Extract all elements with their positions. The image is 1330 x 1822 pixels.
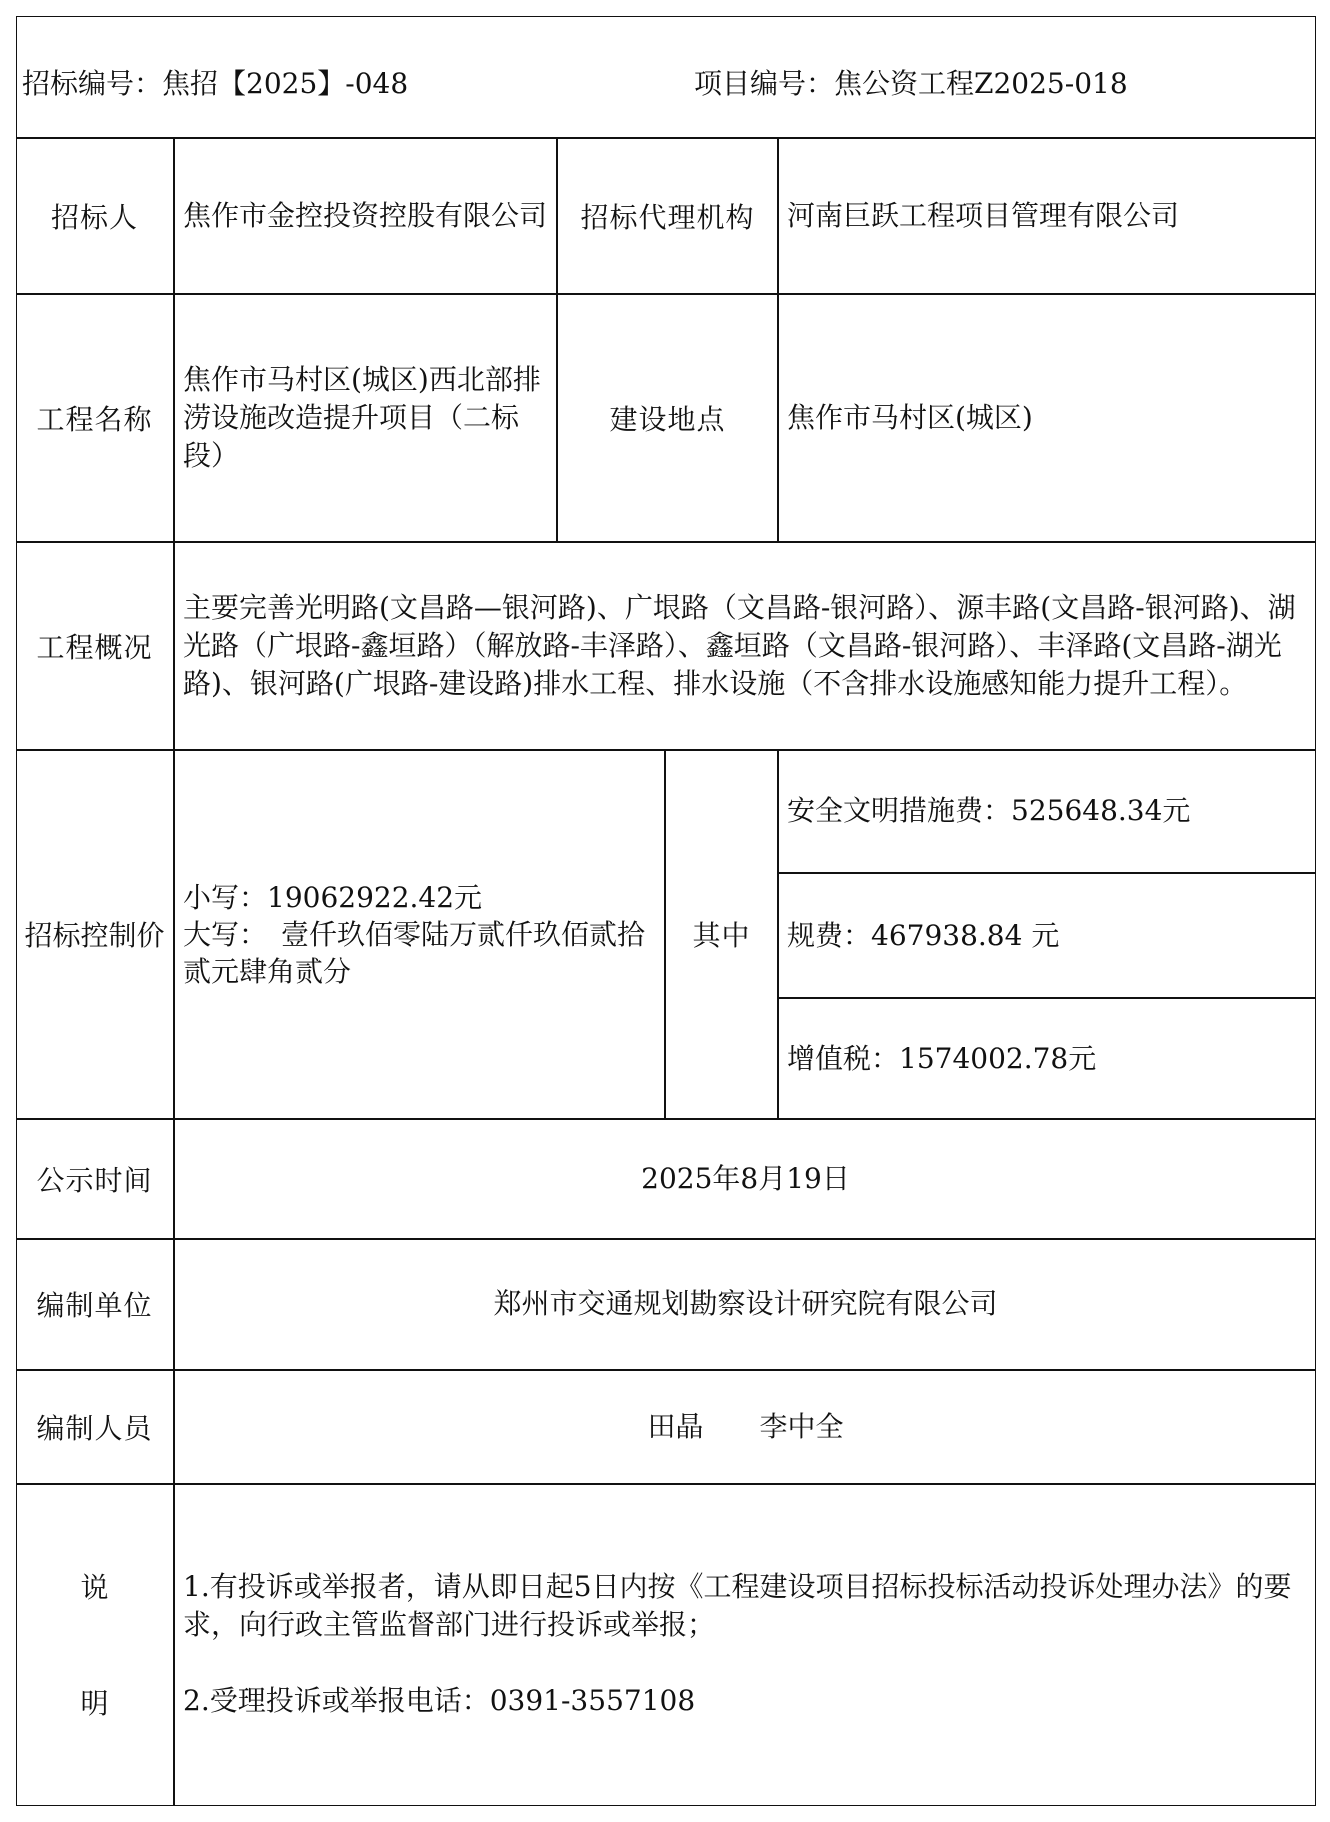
- notes-label: [16, 1484, 173, 1806]
- notes-label-char-1: 说: [80, 1571, 109, 1604]
- project-number-value: 焦公资工程Z2025-018: [834, 67, 1128, 100]
- tender-number-label: 招标编号：: [22, 67, 163, 100]
- note-item-2: 2.受理投诉或举报电话：0391-3557108: [183, 1684, 696, 1717]
- compiler-persons-value: 田晶 李中全: [647, 1409, 844, 1443]
- agency-value: 河南巨跃工程项目管理有限公司: [787, 198, 1180, 232]
- notes-label-char-2: 明: [80, 1687, 109, 1720]
- compiler-persons-label: 编制人员: [36, 1411, 153, 1445]
- publish-time-value: 2025年8月19日: [641, 1161, 850, 1195]
- project-number-label: 项目编号：: [694, 67, 835, 100]
- tender-number: [22, 62, 408, 102]
- regulation-fee: 规费：467938.84 元: [787, 918, 1060, 952]
- amount-in-words: 大写： 壹仟玖佰零陆万贰仟玖佰贰拾贰元肆角贰分: [183, 917, 646, 988]
- tenderer-value: 焦作市金控投资控股有限公司: [183, 198, 548, 232]
- overview-label: 工程概况: [36, 630, 153, 664]
- notes-content: [175, 1484, 1316, 1806]
- project-name-value: 焦作市马村区(城区)西北部排涝设施改造提升项目（二标段）: [183, 362, 541, 472]
- note-item-1: 1.有投诉或举报者，请从即日起5日内按《工程建设项目招标投标活动投诉处理办法》的要求，向行政主管监督部门进行投诉或举报；: [183, 1570, 1292, 1641]
- agency-label: 招标代理机构: [580, 200, 755, 234]
- compiler-unit-label: 编制单位: [36, 1289, 153, 1322]
- publish-time-label: 公示时间: [36, 1163, 153, 1197]
- location-label: 建设地点: [609, 402, 726, 436]
- location-value: 焦作市马村区(城区): [787, 400, 1033, 434]
- overview-value: 主要完善光明路(文昌路—银河路)、广垠路（文昌路-银河路）、源丰路(文昌路-银河路)、湖光路（广垠路-鑫垣路）（解放路-丰泽路）、鑫垣路（文昌路-银河路）、丰泽路(文昌路-湖光路)、银河路(广垠路-建设路)排水工程、排水设施（不含排水设施感知能力提升工程）。: [183, 590, 1296, 700]
- including-label: 其中: [692, 919, 751, 952]
- tenderer-label: 招标人: [50, 200, 138, 234]
- project-number: [694, 62, 1128, 102]
- tender-number-value: 焦招【2025】-048: [162, 67, 409, 100]
- control-price-label: 招标控制价: [24, 919, 165, 952]
- amount-in-figures: 小写：19062922.42元: [183, 880, 483, 914]
- vat-fee: 增值税：1574002.78元: [787, 1041, 1097, 1075]
- project-name-label: 工程名称: [36, 402, 153, 436]
- control-price-amounts: [175, 750, 664, 1118]
- compiler-unit-value: 郑州市交通规划勘察设计研究院有限公司: [493, 1287, 998, 1320]
- safety-fee: 安全文明措施费：525648.34元: [787, 794, 1191, 827]
